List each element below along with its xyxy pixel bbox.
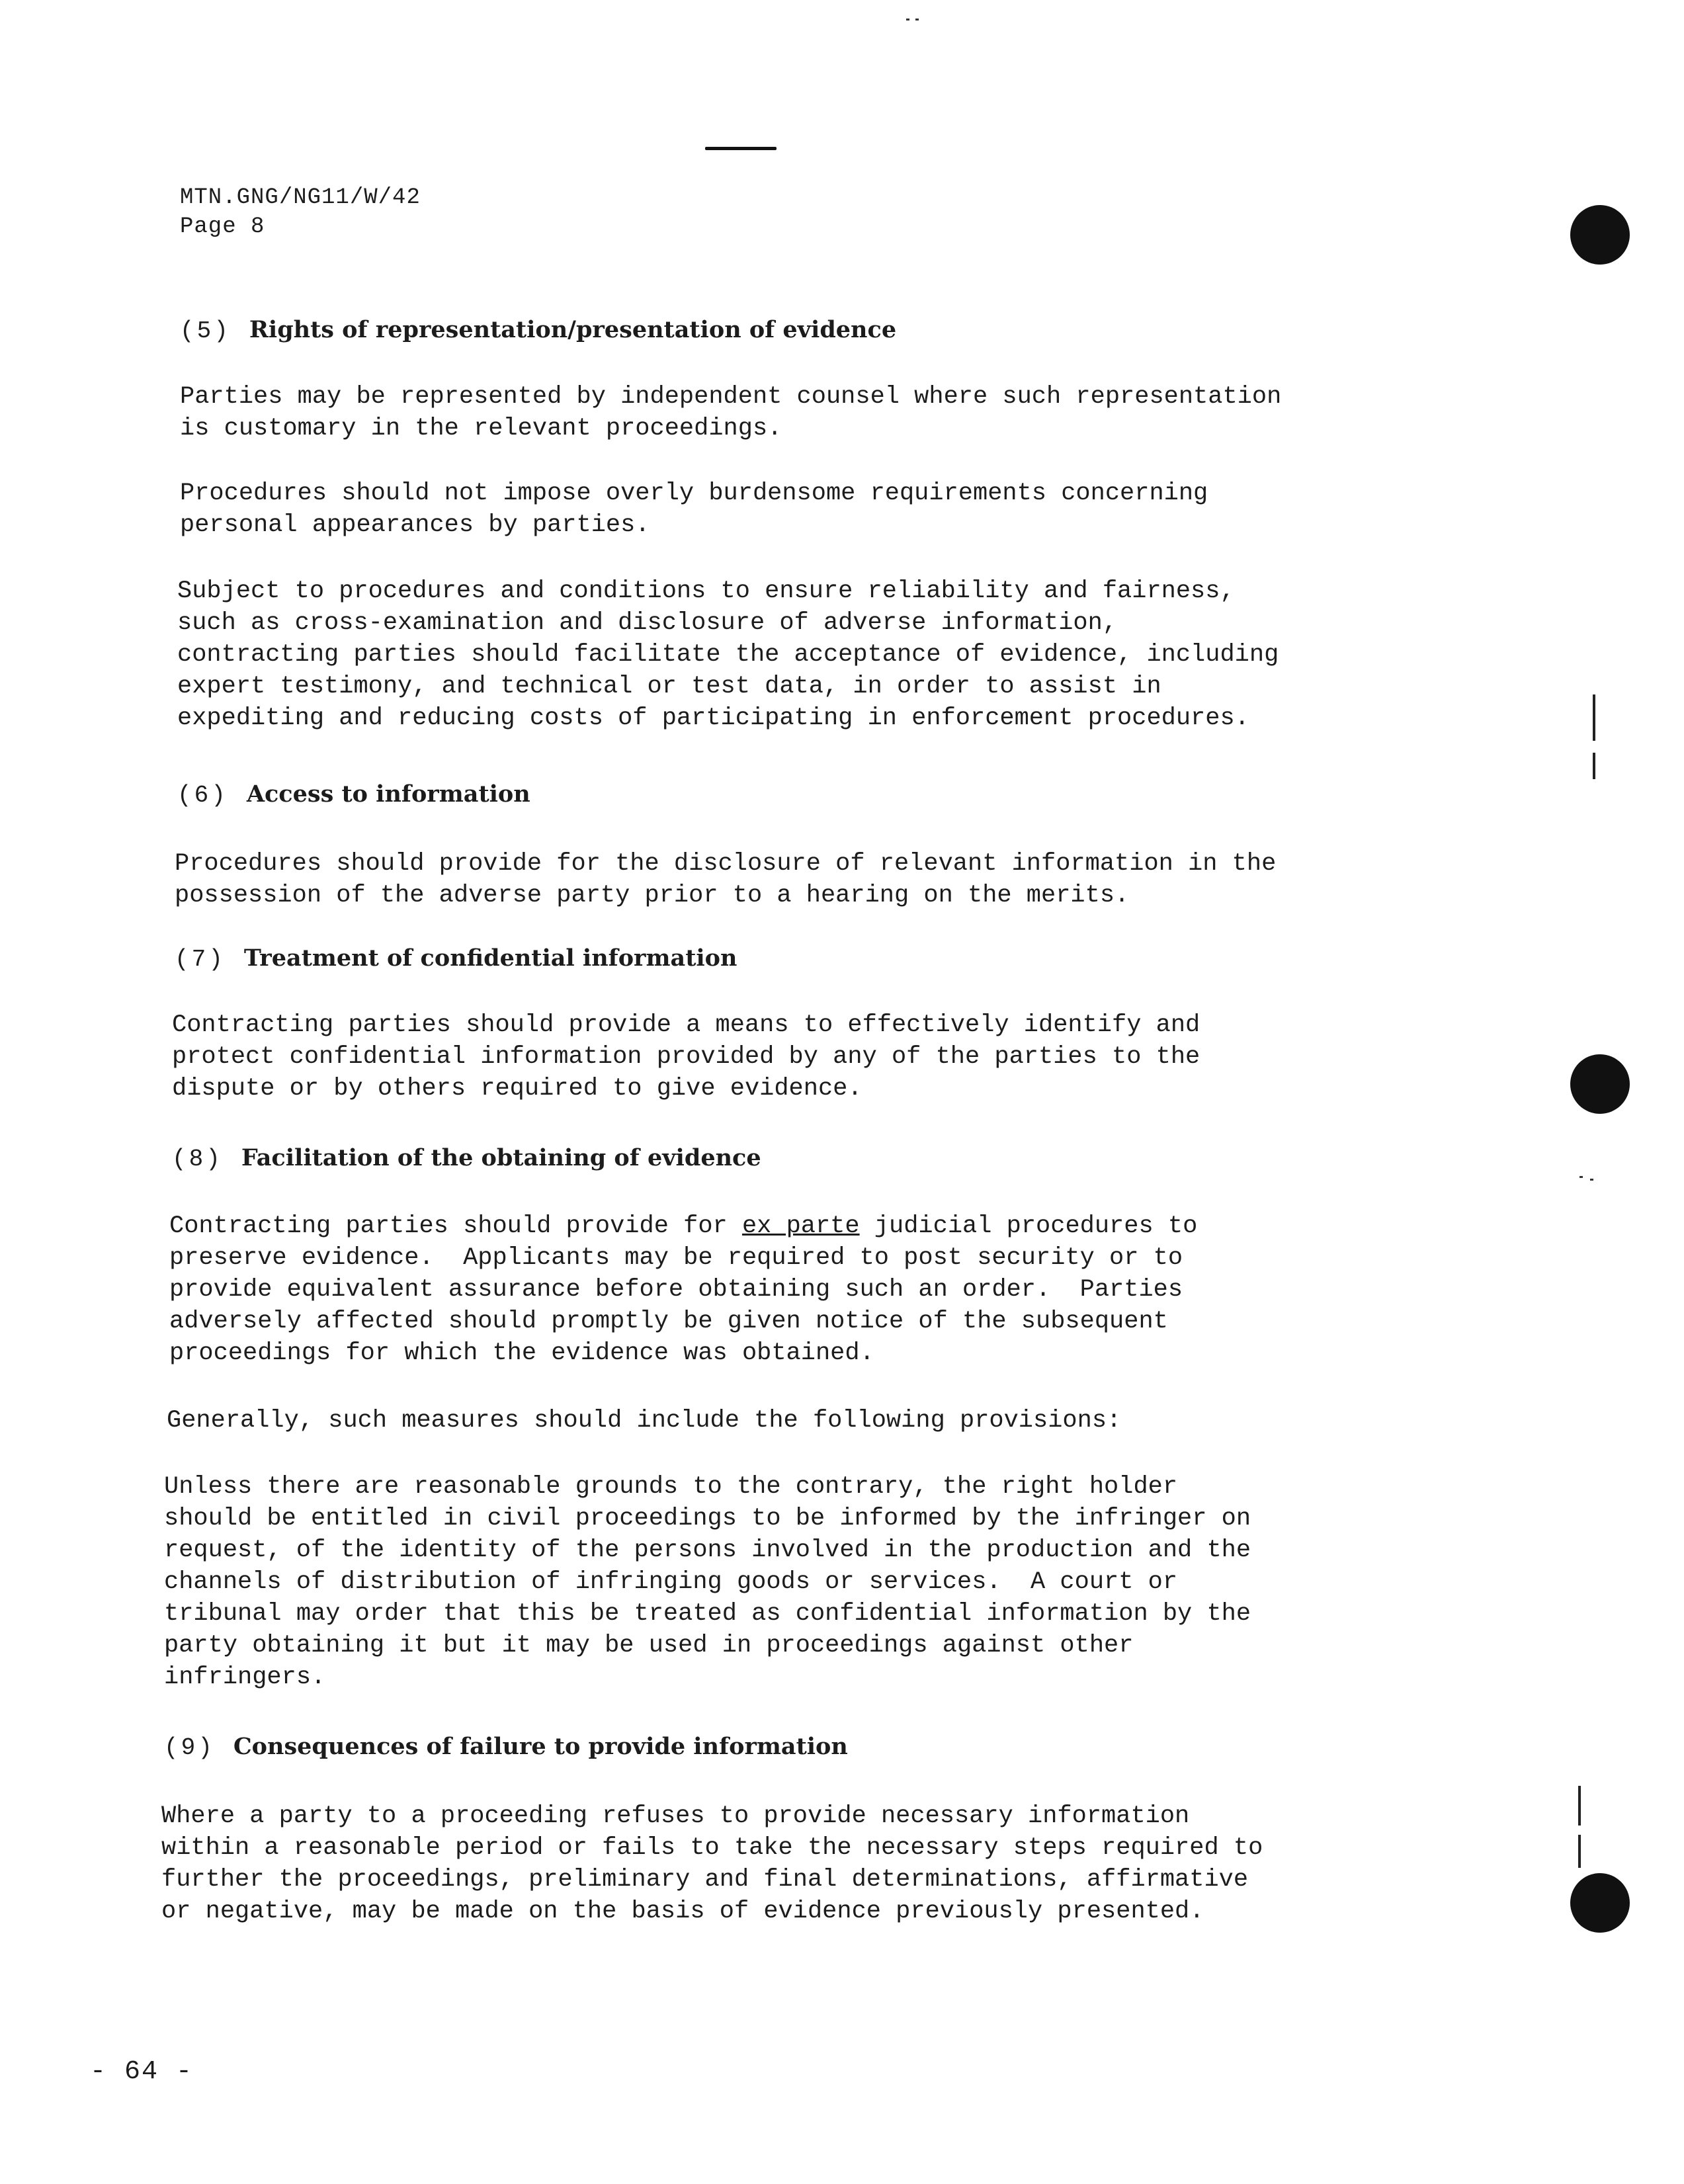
paragraph: Procedures should not impose overly burdensome requirements concerning personal appearances by parties. <box>180 480 1208 539</box>
page-label: Page 8 <box>180 214 265 239</box>
margin-bar-mark <box>1593 694 1595 741</box>
paragraph-text: Contracting parties should provide for <box>169 1212 742 1240</box>
scan-speck <box>906 19 909 21</box>
paragraph: Unless there are reasonable grounds to the contrary, the right holder should be entitled in civil proceedings to be informed by the infringer on request, of the identity of the persons involved in the production and the channels of distribution of infringing goods or services. A court or tribunal may order that this be treated as confidential information by the party obtaining it but it may be used in proceedings against other infringers. <box>164 1473 1251 1691</box>
paragraph: Parties may be represented by independent counsel where such representation is customary in the relevant proceedings. <box>180 383 1282 442</box>
section-number: (8) <box>172 1146 223 1173</box>
section-title: Access to information <box>246 780 530 808</box>
margin-bar-mark <box>1578 1835 1581 1868</box>
section-number: (5) <box>180 317 231 345</box>
scan-rule-mark <box>705 147 777 150</box>
section-heading <box>172 1144 761 1173</box>
section-number: (9) <box>164 1734 215 1761</box>
margin-bar-mark <box>1578 1786 1581 1826</box>
scan-speck <box>1579 1176 1583 1178</box>
paragraph: Subject to procedures and conditions to ensure reliability and fairness, such as cross-examination and disclosure of adverse information, contracting parties should facilitate the acceptance of evidence, including expert testimony, and technical or test data, in order to assist in expediting and reducing costs of participating in enforcement procedures. <box>177 577 1279 732</box>
punch-hole-top <box>1570 205 1630 265</box>
section-number: (7) <box>175 946 226 973</box>
paragraph: Where a party to a proceeding refuses to provide necessary information within a reasonable period or fails to take the necessary steps required to further the proceedings, preliminary and final determinations, affirmative or negative, may be made on the basis of evidence previously presented. <box>161 1802 1263 1925</box>
section-title: Rights of representation/presentation of evidence <box>249 316 897 343</box>
section-title: Consequences of failure to provide information <box>233 1733 848 1760</box>
paragraph: Contracting parties should provide a means to effectively identify and protect confidential information provided by any of the parties to the dispute or by others required to give evidence. <box>172 1011 1200 1103</box>
scan-speck <box>1590 1179 1593 1181</box>
punch-hole-bottom <box>1570 1873 1630 1933</box>
paragraph-text: judicial procedures to preserve evidence. Applicants may be required to post security or to provide equivalent assurance before obtaining such an order. Parties adversely affected should promptly be given notice of the subsequent proceedings for which the evidence was obtained. <box>169 1212 1198 1367</box>
section-number: (6) <box>177 782 228 809</box>
section-title: Facilitation of the obtaining of evidence <box>241 1144 761 1171</box>
punch-hole-middle <box>1570 1054 1630 1114</box>
section-heading <box>177 780 530 809</box>
ex-parte-term: ex parte <box>741 1212 860 1240</box>
section-heading <box>164 1733 848 1761</box>
scan-speck <box>915 19 919 21</box>
document-symbol: MTN.GNG/NG11/W/42 <box>180 185 421 210</box>
paragraph <box>169 1210 1197 1369</box>
paragraph: Generally, such measures should include the following provisions: <box>167 1407 1122 1435</box>
margin-bar-mark <box>1593 753 1595 779</box>
section-heading <box>175 945 737 973</box>
page-number: - 64 - <box>90 2057 194 2087</box>
paragraph: Procedures should provide for the disclosure of relevant information in the possession of the adverse party prior to a hearing on the merits. <box>175 850 1277 909</box>
section-heading <box>180 316 896 345</box>
section-title: Treatment of confidential information <box>243 945 737 972</box>
